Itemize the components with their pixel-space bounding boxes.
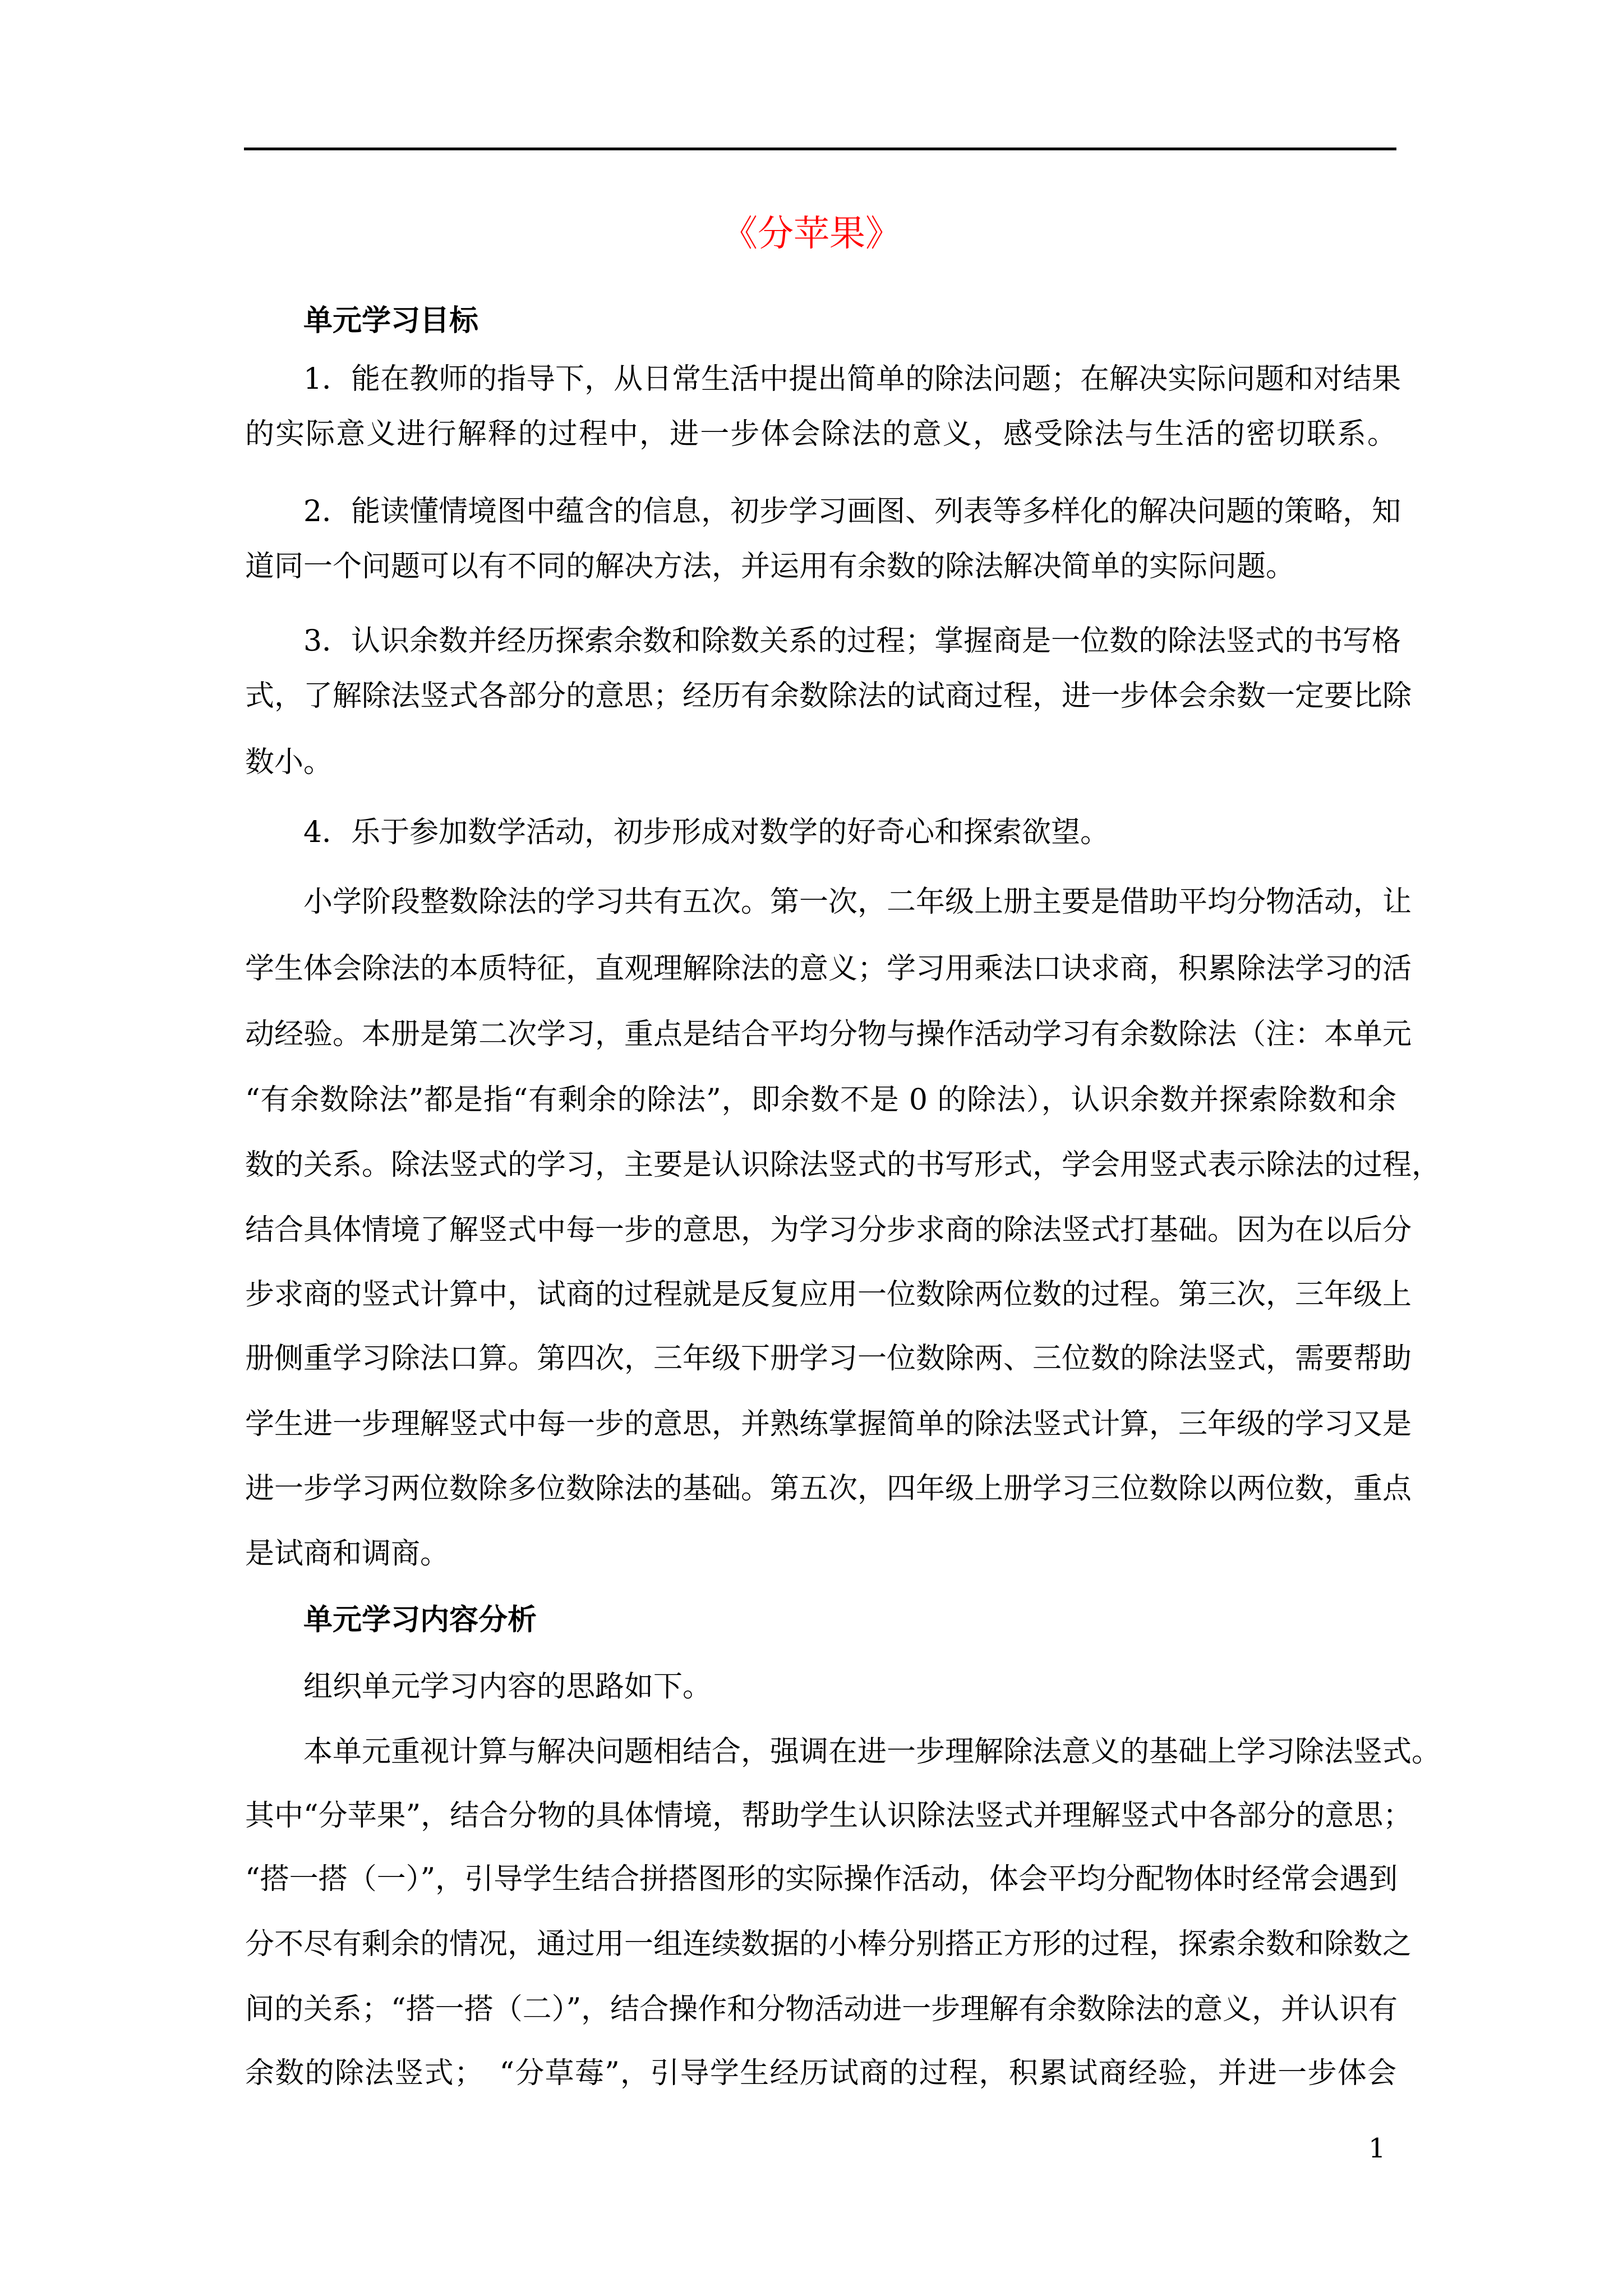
paragraph-line: 分不尽有剩余的情况，通过用一组连续数据的小棒分别搭正方形的过程，探索余数和除数之: [245, 1927, 1412, 1961]
paragraph-line: “搭一搭（一）”，引导学生结合拼搭图形的实际操作活动，体会平均分配物体时经常会遇到: [245, 1862, 1398, 1896]
paragraph-line: 数小。: [245, 746, 333, 779]
section-heading-objectives: 单元学习目标: [303, 303, 479, 338]
paragraph-line: 数的关系。除法竖式的学习，主要是认识除法竖式的书写形式，学会用竖式表示除法的过程，: [245, 1148, 1441, 1182]
paragraph-line: 道同一个问题可以有不同的解决方法，并运用有余数的除法解决简单的实际问题。: [245, 550, 1295, 583]
paragraph-line: 3．认识余数并经历探索余数和除数关系的过程；掌握商是一位数的除法竖式的书写格: [303, 624, 1401, 658]
paragraph-line: 的实际意义进行解释的过程中，进一步体会除法的意义，感受除法与生活的密切联系。: [245, 417, 1396, 451]
paragraph-line: 式，了解除法竖式各部分的意思；经历有余数除法的试商过程，进一步体会余数一定要比除: [245, 679, 1412, 713]
page-number: 1: [1368, 2133, 1386, 2164]
paragraph-line: 本单元重视计算与解决问题相结合，强调在进一步理解除法意义的基础上学习除法竖式。: [303, 1735, 1441, 1769]
paragraph-line: 其中“分苹果”，结合分物的具体情境，帮助学生认识除法竖式并理解竖式中各部分的意思；: [245, 1799, 1413, 1833]
paragraph-line: “有余数除法”都是指“有剩余的除法”，即余数不是 0 的除法），认识余数并探索除数和余: [245, 1083, 1396, 1117]
paragraph-line: 学生体会除法的本质特征，直观理解除法的意义；学习用乘法口诀求商，积累除法学习的活: [245, 952, 1412, 986]
section-heading-content-analysis: 单元学习内容分析: [303, 1603, 537, 1637]
header-rule: [244, 148, 1396, 150]
document-title: 《分苹果》: [722, 213, 901, 255]
paragraph-line: 册侧重学习除法口算。第四次，三年级下册学习一位数除两、三位数的除法竖式，需要帮助: [245, 1342, 1412, 1375]
paragraph-line: 步求商的竖式计算中，试商的过程就是反复应用一位数除两位数的过程。第三次，三年级上: [245, 1278, 1412, 1312]
paragraph-line: 动经验。本册是第二次学习，重点是结合平均分物与操作活动学习有余数除法（注：本单元: [245, 1018, 1412, 1051]
paragraph-line: 余数的除法竖式； “分草莓”，引导学生经历试商的过程，积累试商经验，并进一步体会: [245, 2056, 1396, 2090]
paragraph-line: 学生进一步理解竖式中每一步的意思，并熟练掌握简单的除法竖式计算，三年级的学习又是: [245, 1407, 1412, 1441]
paragraph-line: 是试商和调商。: [245, 1537, 450, 1571]
paragraph-line: 4．乐于参加数学活动，初步形成对数学的好奇心和探索欲望。: [303, 816, 1110, 849]
paragraph-line: 组织单元学习内容的思路如下。: [303, 1670, 712, 1704]
paragraph-line: 进一步学习两位数除多位数除法的基础。第五次，四年级上册学习三位数除以两位数，重点: [245, 1472, 1412, 1506]
paragraph-line: 结合具体情境了解竖式中每一步的意思，为学习分步求商的除法竖式打基础。因为在以后分: [245, 1213, 1412, 1247]
paragraph-line: 1．能在教师的指导下，从日常生活中提出简单的除法问题；在解决实际问题和对结果: [303, 362, 1401, 396]
paragraph-line: 2．能读懂情境图中蕴含的信息，初步学习画图、列表等多样化的解决问题的策略，知: [303, 495, 1401, 528]
paragraph-line: 小学阶段整数除法的学习共有五次。第一次，二年级上册主要是借助平均分物活动，让: [303, 885, 1412, 919]
paragraph-line: 间的关系；“搭一搭（二）”，结合操作和分物活动进一步理解有余数除法的意义，并认识有: [245, 1993, 1398, 2026]
